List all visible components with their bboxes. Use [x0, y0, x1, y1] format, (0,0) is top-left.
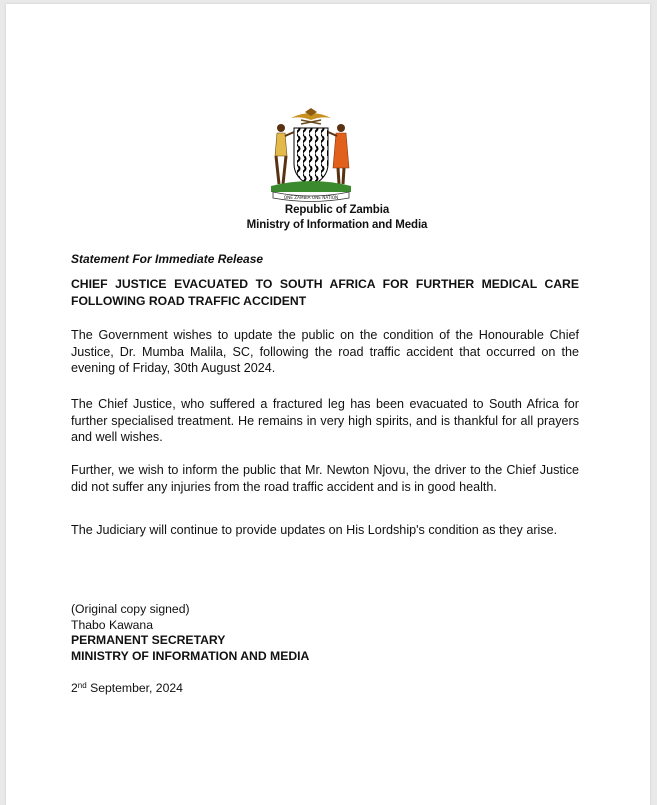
signatory-position: PERMANENT SECRETARY — [71, 633, 226, 647]
ministry-label: Ministry of Information and Media — [246, 219, 428, 231]
paragraph: The Chief Justice, who suffered a fractured leg has been evacuated to South Africa for further specialised treatment. He remains in very high spirits, and is thankful for all prayers and well wishes. — [71, 397, 579, 444]
emblem-motto: ONE ZAMBIA ONE NATION — [283, 195, 339, 200]
date-suffix: nd — [77, 681, 87, 690]
paragraph: Further, we wish to inform the public that Mr. Newton Njovu, the driver to the Chief Justice did not suffer any injuries from the road traffic accident and is in good health. — [71, 463, 579, 494]
signature-note: (Original copy signed) — [71, 602, 190, 616]
paragraph: The Judiciary will continue to provide updates on His Lordship's condition as they arise. — [71, 523, 558, 537]
signature-block — [71, 602, 309, 664]
coat-of-arms-emblem — [261, 106, 361, 206]
date-day: 2 — [71, 681, 78, 695]
statement-date — [71, 681, 183, 695]
headline: CHIEF JUSTICE EVACUATED TO SOUTH AFRICA FOR FURTHER MEDICAL CARE FOLLOWING ROAD TRAFFIC ACCIDENT — [71, 277, 579, 308]
release-label: Statement For Immediate Release — [71, 252, 264, 266]
date-rest: September, 2024 — [86, 681, 183, 695]
signatory-name: Thabo Kawana — [71, 617, 153, 632]
republic-label: Republic of Zambia — [284, 204, 390, 216]
paragraph: The Government wishes to update the public on the condition of the Honourable Chief Justice, Dr. Mumba Malila, SC, following the road traffic accident that occurred on the evening of Friday, 30th August 2024. — [71, 328, 579, 375]
document-page — [6, 4, 650, 805]
signatory-office: MINISTRY OF INFORMATION AND MEDIA — [71, 648, 310, 663]
